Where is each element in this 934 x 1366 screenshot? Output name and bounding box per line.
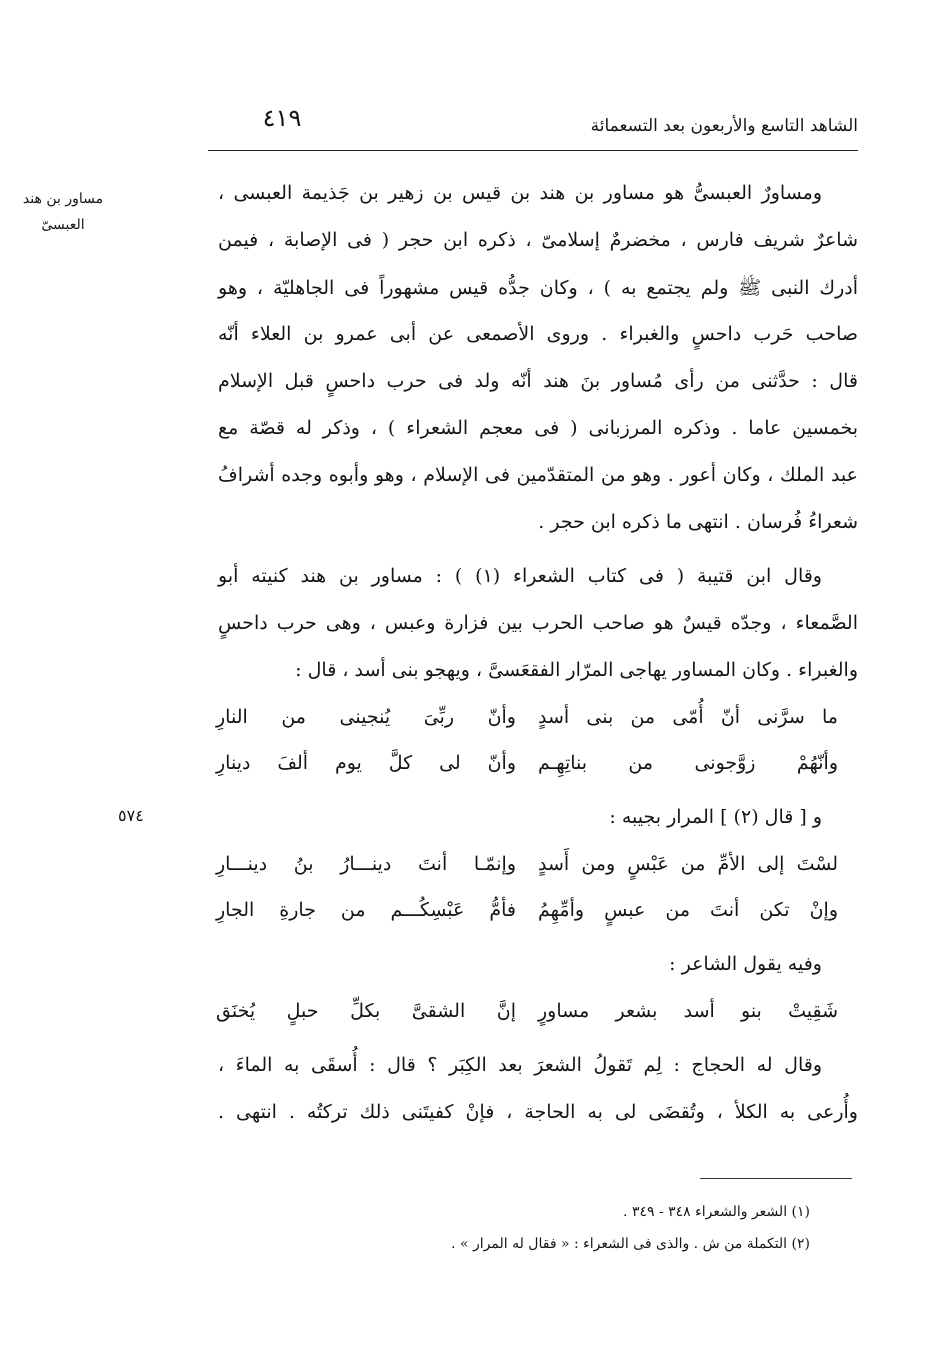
page-number: ٤١٩ (262, 104, 302, 132)
footnote-rule (700, 1178, 852, 1179)
verse-first-hemistich: وأنّهُمْ زوَّجونى من بناتِهِـم (538, 752, 838, 774)
verse-first-hemistich: شَقِيتْ بنو أسد بشعر مساورٍ (538, 1000, 838, 1022)
text-line: وفيه يقول الشاعر : (669, 953, 822, 975)
verse-second-hemistich: وأنّ ربِّىَ يُنجينى من النارِ (216, 706, 516, 728)
text-line: عبد الملك ، وكان أعور . وهو من المتقدّمين فى الإسلام ، وهو وأبوه وجده أشرافُ (218, 464, 858, 486)
text-line: الصَّمعاء ، وجدّه قيسٌ هو صاحب الحرب بين فزارة وعبس ، وهى حرب داحسٍ (218, 612, 858, 634)
text-line: شعراءُ فُرسان . انتهى ما ذكره ابن حجر . (538, 511, 858, 533)
text-line: وقال ابن قتيبة ( فى كتاب الشعراء (١) ) : مساور بن هند كنيته أبو (218, 565, 822, 587)
verse-first-hemistich: ما سرَّنى أنّ أُمّى من بنى أسدٍ (538, 706, 838, 728)
text-line: وقال له الحجاج : لِم تَقولُ الشعرَ بعد الكِبَر ؟ قال : أُسقَى به الماءَ ، (218, 1054, 822, 1076)
footnote: (٢) التكملة من ش . والذى فى الشعراء : « فقال له المرار » . (451, 1236, 810, 1252)
verse-first-hemistich: وإنْ تكن أنتَ من عبسٍ وأمِّهِمُ (538, 899, 838, 921)
text-line: أدرك النبى ﷺ ولم يجتمع به ) ، وكان جدُّه قيس مشهوراً فى الجاهليّة ، وهو (218, 277, 858, 299)
text-line: و [ قال (٢) ] المرار بجيبه : (609, 806, 822, 828)
verse-second-hemistich: وإنمّـا أنتَ دينـــارُ بنُ دينـــارِ (216, 853, 516, 875)
margin-note-line: العبسىّ (41, 217, 85, 233)
verse-second-hemistich: وأنّ لى كلَّ يوم ألفَ دينارِ (216, 752, 516, 774)
text-line: صاحب حَرب داحسٍ والغبراء . وروى الأصمعى عن أبى عمرو بن العلاء أنّه (218, 323, 858, 345)
text-line: بخمسين عاما . وذكره المرزبانى ( فى معجم الشعراء ) ، وذكر له قصّة مع (218, 417, 858, 439)
text-line: قال : حدَّثنى من رأى مُساور بنَ هند أنّه ولد فى حرب داحسٍ قبل الإسلام (218, 370, 858, 392)
header-rule (208, 150, 858, 151)
verse-first-hemistich: لسْتَ إلى الأمِّ من عَبْسٍ ومن أَسدٍ (538, 853, 838, 875)
running-title: الشاهد التاسع والأربعون بعد التسعمائة (590, 116, 858, 136)
text-line: وأُرعى به الكلأ ، وتُقضَى لى به الحاجة ، فإنْ كفيتَنى ذلك تركتُه . انتهى . (218, 1101, 858, 1123)
margin-note-line: مساور بن هند (22, 191, 104, 207)
margin-note (4, 186, 122, 238)
text-line: والغبراء . وكان المساور يهاجى المرّار الفقعَسىَّ ، ويهجو بنى أسد ، قال : (295, 659, 858, 681)
text-line: شاعرٌ شريف فارس ، مخضرمٌ إسلامىّ ، ذكره ابن حجر ( فى الإصابة ، فيمن (218, 229, 858, 251)
footnote: (١) الشعر والشعراء ٣٤٨ - ٣٤٩ . (623, 1204, 810, 1220)
verse-second-hemistich: إنَّ الشقىَّ بكلِّ حبلٍ يُخنَق (216, 1000, 516, 1022)
text-line: ومساورٌ العبسىُّ هو مساور بن هند بن قيس بن زهير بن جَذيمة العبسى ، (218, 182, 822, 204)
margin-page-reference: ٥٧٤ (118, 806, 144, 825)
verse-second-hemistich: فأمُّ عَبْسِكُـــم من جارةِ الجارِ (216, 899, 516, 921)
